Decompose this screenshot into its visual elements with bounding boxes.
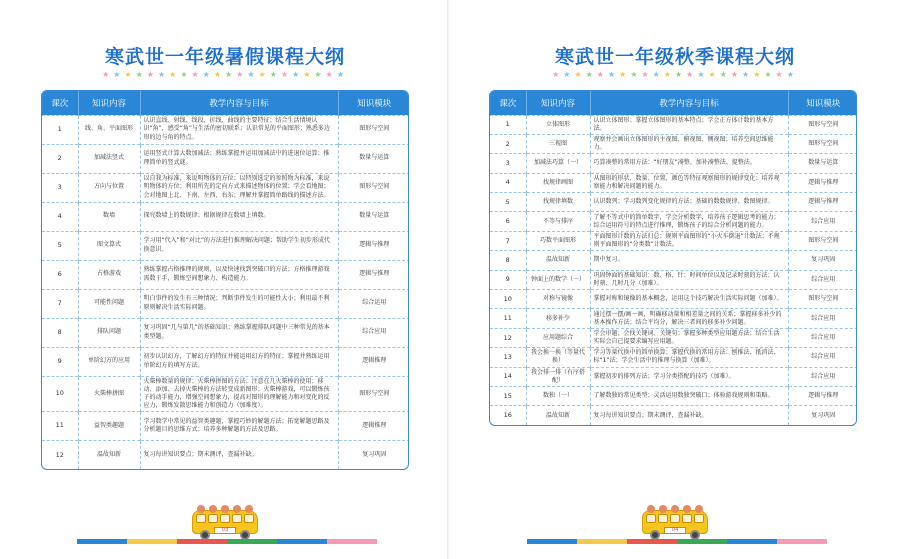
footer-stripe bbox=[77, 539, 377, 544]
topic-cell: 数独（一） bbox=[526, 386, 590, 405]
topic-cell: 我会换一换（等量代换） bbox=[526, 348, 590, 367]
table-row bbox=[490, 406, 857, 425]
table-row bbox=[490, 309, 857, 328]
table-row bbox=[490, 348, 857, 367]
description-cell: 认识立体图形；掌握立体图形的基本特点；学会正方体计数的基本方法。 bbox=[590, 115, 788, 134]
description-cell: 巧算凑整的常用方法：“好朋友”凑整、加补凑整法、提整法。 bbox=[590, 154, 788, 173]
lesson-number: 2 bbox=[490, 134, 526, 153]
lesson-number: 14 bbox=[490, 367, 526, 386]
table-row bbox=[42, 289, 409, 318]
description-cell: 平面图形计数的方法归总；规则平面图形的“小火车倒退”计数法；不规则平面图形的“分类数”计数法。 bbox=[590, 231, 788, 250]
star-decoration: ★★★★★★★★★★★★★★★★★★★★★★ bbox=[552, 70, 798, 79]
topic-cell: 排队问题 bbox=[78, 318, 140, 347]
syllabus-table bbox=[41, 90, 409, 470]
module-cell: 复习巩固 bbox=[338, 440, 409, 469]
table-row bbox=[490, 328, 857, 347]
lesson-number: 9 bbox=[42, 347, 78, 376]
topic-cell: 火柴棒拼图 bbox=[78, 376, 140, 411]
module-cell: 图形与空间 bbox=[788, 290, 857, 309]
lesson-number: 8 bbox=[490, 251, 526, 270]
topic-cell: 应用题综合 bbox=[526, 328, 590, 347]
module-cell: 逻辑与推理 bbox=[338, 260, 409, 289]
module-cell: 逻辑与推理 bbox=[788, 193, 857, 212]
description-cell: 学习用“代入”和“对比”的方法进行推理解决问题；帮助学生初步形成代换意识。 bbox=[140, 231, 338, 260]
module-cell: 图形与空间 bbox=[338, 115, 409, 144]
page-number: 04 bbox=[664, 527, 686, 534]
table-row bbox=[490, 386, 857, 405]
lesson-number: 10 bbox=[490, 290, 526, 309]
description-cell: 学习数学中常见的益智类趣题，掌握巧妙的解题方法；拓宽解题思路及分析题目的思维方式；培养多种解题的方法及思路。 bbox=[140, 411, 338, 440]
lesson-number: 15 bbox=[490, 386, 526, 405]
module-cell: 综合应用 bbox=[788, 309, 857, 328]
lesson-number: 12 bbox=[42, 440, 78, 469]
table-row bbox=[42, 173, 409, 202]
lesson-number: 8 bbox=[42, 318, 78, 347]
lesson-number: 10 bbox=[42, 376, 78, 411]
module-cell: 图形与空间 bbox=[788, 115, 857, 134]
school-bus-illustration bbox=[188, 502, 262, 540]
table-row bbox=[42, 231, 409, 260]
table-row bbox=[490, 251, 857, 270]
description-cell: 初步认识幻方，了解幻方的特征并能运用幻方的特征；掌握并熟练运用单阶幻方的填写方法。 bbox=[140, 347, 338, 376]
description-cell: 巩固钟面的基础知识：数、格、针；时间单位以及记录时刻的方法；认时刻、几时几分（加难）。 bbox=[590, 270, 788, 289]
module-cell: 复习巩固 bbox=[788, 251, 857, 270]
table-row bbox=[490, 231, 857, 250]
module-cell: 逻辑推理 bbox=[338, 411, 409, 440]
module-cell: 复习巩固 bbox=[788, 406, 857, 425]
lesson-number: 4 bbox=[42, 202, 78, 231]
description-cell: 明白事件的发生有三种情况；判断事件发生的可能性大小；利用最不利原则解决生活实际问题。 bbox=[140, 289, 338, 318]
lesson-number: 6 bbox=[490, 212, 526, 231]
description-cell: 运用竖式计算大数加减法；熟练掌握并运用加减法中的进退位运算；推理简单的竖式谜。 bbox=[140, 144, 338, 173]
table-header-row bbox=[490, 91, 857, 115]
table-row bbox=[42, 411, 409, 440]
module-cell: 数量与运算 bbox=[788, 154, 857, 173]
topic-cell: 单阶幻方的应用 bbox=[78, 347, 140, 376]
topic-cell: 巧数平面图形 bbox=[526, 231, 590, 250]
module-cell: 综合应用 bbox=[788, 328, 857, 347]
topic-cell: 找规律填数 bbox=[526, 193, 590, 212]
description-cell: 复习每讲知识要点；期末测评，查漏补缺。 bbox=[590, 406, 788, 425]
topic-cell: 温故知新 bbox=[526, 251, 590, 270]
lesson-number: 4 bbox=[490, 173, 526, 192]
table-body bbox=[490, 115, 857, 425]
lesson-number: 5 bbox=[42, 231, 78, 260]
description-cell: 观察并会画出立体图形的主视图、俯视图、侧视图；培养空间思维能力。 bbox=[590, 134, 788, 153]
module-cell: 综合应用 bbox=[338, 318, 409, 347]
topic-cell: 方向与位置 bbox=[78, 173, 140, 202]
header-module: 知识模块 bbox=[338, 91, 409, 115]
table-body bbox=[42, 115, 409, 469]
module-cell: 综合应用 bbox=[788, 367, 857, 386]
lesson-number: 5 bbox=[490, 193, 526, 212]
table-row bbox=[42, 440, 409, 469]
topic-cell: 温故知新 bbox=[78, 440, 140, 469]
module-cell: 图形与空间 bbox=[338, 173, 409, 202]
description-cell: 复习巩固“几与第几”的基础知识；熟练掌握排队问题中三种常见的基本类型题。 bbox=[140, 318, 338, 347]
table-row bbox=[490, 367, 857, 386]
module-cell: 逻辑推理 bbox=[338, 347, 409, 376]
header-module: 知识模块 bbox=[788, 91, 857, 115]
description-cell: 认识数列；学习数列变化规律的方法；基础的数数规律、数图规律。 bbox=[590, 193, 788, 212]
module-cell: 综合应用 bbox=[788, 348, 857, 367]
lesson-number: 1 bbox=[490, 115, 526, 134]
description-cell: 熟练掌握占格推理的规则，以及快速找到突破口的方法；方格推理游戏需数于手，锻炼空间想象力、构造能力。 bbox=[140, 260, 338, 289]
table-row bbox=[490, 290, 857, 309]
table-row bbox=[42, 376, 409, 411]
topic-cell: 不等与排序 bbox=[526, 212, 590, 231]
description-cell: 掌握对称和镜像的基本概念，运用这个技巧解决生活实际问题（加难）。 bbox=[590, 290, 788, 309]
lesson-number: 11 bbox=[490, 309, 526, 328]
footer-stripe bbox=[527, 539, 827, 544]
topic-cell: 可能性问题 bbox=[78, 289, 140, 318]
header-content: 教学内容与目标 bbox=[140, 91, 338, 115]
module-cell: 逻辑与推理 bbox=[788, 386, 857, 405]
description-cell: 期中复习。 bbox=[590, 251, 788, 270]
topic-cell: 占格游戏 bbox=[78, 260, 140, 289]
topic-cell: 益智类趣题 bbox=[78, 411, 140, 440]
table-row bbox=[42, 347, 409, 376]
lesson-number: 13 bbox=[490, 348, 526, 367]
header-lesson: 课次 bbox=[490, 91, 526, 115]
topic-cell: 立体图形 bbox=[526, 115, 590, 134]
table-row bbox=[42, 318, 409, 347]
page-number: 03 bbox=[214, 527, 236, 534]
table-row bbox=[490, 134, 857, 153]
star-decoration: ★★★★★★★★★★★★★★★★★★★★★★ bbox=[102, 70, 348, 79]
table-row bbox=[42, 144, 409, 173]
module-cell: 数量与运算 bbox=[338, 202, 409, 231]
topic-cell: 三视图 bbox=[526, 134, 590, 153]
topic-cell: 我会排一排（有序搭配） bbox=[526, 367, 590, 386]
topic-cell: 线、角、平面图形 bbox=[78, 115, 140, 144]
table-row bbox=[490, 115, 857, 134]
table-row bbox=[490, 173, 857, 192]
description-cell: 认识直线、射线、线段、折线、曲线的主要特征；结合生活情境认识“角”，感受“角”与生活的密切联系；认识常见的平面图形；熟悉多边形的边与角的特点。 bbox=[140, 115, 338, 144]
topic-cell: 温故知新 bbox=[526, 406, 590, 425]
header-lesson: 课次 bbox=[42, 91, 78, 115]
lesson-number: 3 bbox=[42, 173, 78, 202]
module-cell: 逻辑与推理 bbox=[338, 231, 409, 260]
table-row bbox=[42, 202, 409, 231]
table-row bbox=[490, 212, 857, 231]
lesson-number: 9 bbox=[490, 270, 526, 289]
module-cell: 图形与空间 bbox=[788, 134, 857, 153]
topic-cell: 钟面上的数学（一） bbox=[526, 270, 590, 289]
lesson-number: 6 bbox=[42, 260, 78, 289]
page-title: 寒武世一年级秋季课程大纲 bbox=[554, 46, 795, 68]
topic-cell: 加减法竖式 bbox=[78, 144, 140, 173]
topic-cell: 对称与镜像 bbox=[526, 290, 590, 309]
header-content: 教学内容与目标 bbox=[590, 91, 788, 115]
topic-cell: 移多补少 bbox=[526, 309, 590, 328]
module-cell: 数量与运算 bbox=[338, 144, 409, 173]
description-cell: 了解不等式中的简单数字，学会分析数字，培养孩子逻辑思考的能力；综合运用符号的特点进行推理，锻炼孩子的综合分析问题的能力。 bbox=[590, 212, 788, 231]
topic-cell: 找规律画图 bbox=[526, 173, 590, 192]
module-cell: 逻辑与推理 bbox=[788, 173, 857, 192]
module-cell: 综合应用 bbox=[788, 270, 857, 289]
description-cell: 复习每讲知识要点；期末测评，查漏补缺。 bbox=[140, 440, 338, 469]
page-title: 寒武世一年级暑假课程大纲 bbox=[104, 46, 345, 68]
right-page bbox=[450, 0, 900, 559]
lesson-number: 12 bbox=[490, 328, 526, 347]
table-row bbox=[42, 115, 409, 144]
table-row bbox=[490, 154, 857, 173]
table-row bbox=[490, 193, 857, 212]
table-row bbox=[490, 270, 857, 289]
school-bus-illustration bbox=[638, 502, 712, 540]
lesson-number: 7 bbox=[42, 289, 78, 318]
lesson-number: 11 bbox=[42, 411, 78, 440]
description-cell: 从图形的形状、数量、位置、颜色等特征观察图形的规律变化；培养观察能力和解决问题的能力。 bbox=[590, 173, 788, 192]
module-cell: 图形与空间 bbox=[788, 231, 857, 250]
description-cell: 探究数墙上的数规律；根据规律在数墙上填数。 bbox=[140, 202, 338, 231]
description-cell: 了解数独的常见类型；灵活运用数独突破口；体验游戏规则和策略。 bbox=[590, 386, 788, 405]
lesson-number: 1 bbox=[42, 115, 78, 144]
module-cell: 综合应用 bbox=[788, 212, 857, 231]
header-topic: 知识内容 bbox=[78, 91, 140, 115]
description-cell: 掌握初步的排列方法；学习分类搭配的技巧（加难）。 bbox=[590, 367, 788, 386]
table-row bbox=[42, 260, 409, 289]
syllabus-table bbox=[489, 90, 857, 426]
topic-cell: 数墙 bbox=[78, 202, 140, 231]
header-topic: 知识内容 bbox=[526, 91, 590, 115]
lesson-number: 2 bbox=[42, 144, 78, 173]
lesson-number: 7 bbox=[490, 231, 526, 250]
topic-cell: 图文算式 bbox=[78, 231, 140, 260]
description-cell: 火柴棒数量的规律；火柴棒拼图的方法；注意在几火柴棒的使用；移动、添加、去掉火柴棒的方法转变成新图形；火柴棒游戏，可以锻炼孩子的动手能力，增强空间想象力，提高对图形的理解能力和对变化的反应力，锻炼发散思维能力和创造力（加难度）。 bbox=[140, 376, 338, 411]
description-cell: 以自我为标准，来说明物体的方位；以特别选定的参照物为标准，来说明物体的方位；利用所先的定向方式来描述物体的位置；学会看地图；会对地图上北、下南、左西、右东；理解并掌握简单路线的描述方法。 bbox=[140, 173, 338, 202]
module-cell: 图形与空间 bbox=[338, 376, 409, 411]
description-cell: 学习等量代换中的简单换算；掌握代换的常用方法：刨推法、抵消法、标“1”法；学会生活中的推理与换算（加难）。 bbox=[590, 348, 788, 367]
lesson-number: 16 bbox=[490, 406, 526, 425]
topic-cell: 加减法巧算（一） bbox=[526, 154, 590, 173]
module-cell: 综合运用 bbox=[338, 289, 409, 318]
description-cell: 学会审题、会找关键词、关键句；掌握多种类型应用题方法；结合生活实际会自己提要求编写应用题。 bbox=[590, 328, 788, 347]
lesson-number: 3 bbox=[490, 154, 526, 173]
description-cell: 通过摆一摆/画一画，明确移动量和相差量之间的关系；掌握移多补少的基本操作方法；结合平均分，解决三者间的移多补少问题。 bbox=[590, 309, 788, 328]
table-header-row bbox=[42, 91, 409, 115]
